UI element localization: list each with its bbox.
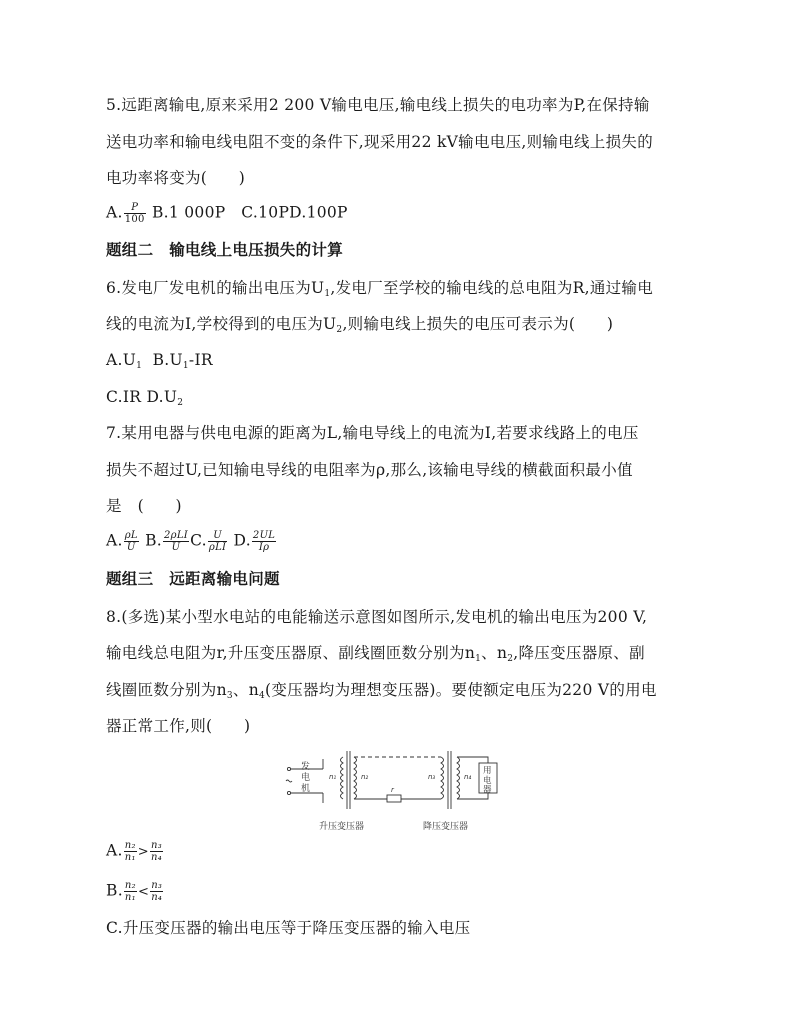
q5-option-a-fraction: [124, 202, 146, 225]
q7-option-d-denominator: Iρ: [258, 542, 270, 553]
q7-option-a-numerator: ρL: [124, 530, 138, 541]
q7-option-b-denominator: U: [171, 542, 181, 553]
q6-option-b-sub: 1: [182, 361, 189, 371]
q6-line2-text: 线的电流为I,学校得到的电压为U: [106, 315, 337, 333]
q7-option-d-fraction: [252, 530, 276, 553]
q8-option-a-label: A.: [106, 841, 123, 860]
step-down-label: 降压变压器: [423, 822, 469, 832]
q6-option-b: B.U: [152, 351, 183, 369]
q6-line1: [106, 278, 653, 304]
q8-option-b-right-fraction: [150, 880, 163, 903]
q6-option-a: A.U: [106, 351, 137, 369]
n3-label: n₃: [428, 773, 436, 781]
load-char-3: 器: [483, 785, 492, 795]
q5-options-rest: B.1 000P C.10PD.100P: [146, 203, 348, 222]
q8-option-b: [106, 880, 164, 903]
ac-symbol: [286, 780, 292, 782]
step-up-label: 升压变压器: [319, 822, 365, 832]
q7-option-a-label: A.: [106, 531, 123, 550]
q8-option-a-right-fraction: [150, 840, 163, 863]
q8-option-a: [106, 840, 164, 863]
q6-line1-text: 6.发电厂发电机的输出电压为U: [106, 279, 325, 297]
q7-option-c-numerator: U: [208, 530, 227, 542]
n4-coil: [457, 757, 460, 799]
q7-option-d-numerator: 2UL: [252, 530, 276, 541]
q8-option-b-n4: n₄: [151, 892, 163, 903]
group3-heading: 题组三 远距离输电问题: [106, 570, 280, 588]
q8-line3-sub2: 4: [259, 691, 266, 701]
r-label: r: [391, 786, 394, 794]
q8-line4: 器正常工作,则( ): [106, 717, 251, 735]
q5-line3: 电功率将变为( ): [106, 169, 246, 187]
q8-line2-sub2: 2: [507, 654, 514, 664]
group2-heading: 题组二 输电线上电压损失的计算: [106, 241, 344, 259]
q8-line2-sub1: 1: [475, 654, 482, 664]
q8-option-b-label: B.: [106, 881, 123, 900]
step-down-core: [448, 751, 451, 809]
q6-option-b-end: -IR: [188, 351, 213, 369]
q6-line2-sub: 2: [336, 325, 343, 335]
n2-label: n₂: [361, 773, 369, 781]
q8-line2: [106, 643, 645, 669]
q8-option-b-left-fraction: [124, 880, 137, 903]
n2-coil: [354, 757, 357, 799]
q7-option-a-fraction: [124, 530, 139, 553]
q8-option-b-n1: n₁: [124, 892, 136, 903]
q6-option-a-sub: 1: [136, 361, 143, 371]
q6-line1-end: ,发电厂至学校的输电线的总电阻为R,通过输电: [330, 279, 654, 297]
q5-option-a-denominator: 100: [124, 214, 145, 225]
q5-line2: 送电功率和输电线电阻不变的条件下,现采用22 kV输电电压,则输电线上损失的: [106, 133, 653, 151]
q8-option-a-n2: n₂: [124, 840, 136, 851]
q7-options: [106, 530, 277, 553]
q7-option-b-label: B.: [145, 531, 163, 550]
q6-option-d-sub: 2: [177, 398, 184, 408]
q8-line2-c: ,降压变压器原、副: [513, 644, 645, 662]
q8-option-a-operator: >: [137, 844, 149, 860]
q6-options-cd: [106, 387, 183, 413]
q8-line2-a: 输电线总电阻为r,升压变压器原、副线圈匝数分别为n: [106, 644, 476, 662]
q8-option-b-operator: <: [137, 884, 150, 900]
q8-option-a-left-fraction: [124, 840, 137, 863]
q8-line3-a: 线圈匝数分别为n: [106, 681, 227, 699]
q6-line2: [106, 314, 613, 340]
q7-option-a-denominator: U: [126, 542, 136, 553]
load-char-1: 用: [483, 766, 492, 776]
q8-option-a-n1: n₁: [124, 852, 136, 863]
q8-line3-sub1: 3: [226, 691, 233, 701]
load-char-2: 电: [483, 776, 492, 786]
q5-line1: 5.远距离输电,原来采用2 200 V输电电压,输电线上损失的电功率为P,在保持输: [106, 96, 650, 114]
step-up-core: [347, 751, 350, 809]
q8-option-b-n3: n₃: [151, 880, 163, 891]
q6-line2-end: ,则输电线上损失的电压可表示为( ): [342, 315, 614, 333]
q8-line2-b: 、n: [481, 644, 508, 662]
generator-terminal-bottom: [287, 791, 290, 794]
q7-option-b-fraction: [163, 530, 189, 553]
q6-line1-sub: 1: [324, 289, 331, 299]
q8-option-c: C.升压变压器的输出电压等于降压变压器的输入电压: [106, 919, 471, 937]
transmission-circuit-diagram: [283, 747, 513, 837]
q7-option-c-label: C.: [190, 531, 207, 550]
q7-option-c-denominator: ρLI: [208, 542, 227, 553]
q5-option-a-label: A.: [106, 203, 123, 222]
q7-option-d-label: D.: [233, 531, 251, 550]
generator-char-1: 发: [301, 762, 311, 772]
generator-char-2: 电: [301, 773, 311, 783]
q6-options-ab: [106, 350, 213, 376]
q6-option-cd: C.IR D.U: [106, 388, 178, 406]
q7-line3: 是 ( ): [106, 497, 182, 515]
q8-option-a-n4: n₄: [151, 852, 163, 863]
q5-option-a-numerator: P: [124, 202, 146, 214]
q8-option-a-n3: n₃: [151, 840, 163, 851]
q7-line1: 7.某用电器与供电电源的距离为L,输电导线上的电流为I,若要求线路上的电压: [106, 424, 639, 442]
n1-label: n₁: [329, 773, 337, 781]
generator-char-3: 机: [301, 784, 311, 794]
q7-option-c-fraction: [208, 530, 227, 553]
n4-label: n₄: [464, 773, 472, 781]
q8-line1: 8.(多选)某小型水电站的电能输送示意图如图所示,发电机的输出电压为200 V,: [106, 608, 648, 626]
q8-line3-c: (变压器均为理想变压器)。要使额定电压为220 V的用电: [265, 681, 657, 699]
generator-terminal-top: [287, 767, 290, 770]
q8-line3: [106, 680, 657, 706]
q8-line3-b: 、n: [232, 681, 260, 699]
q7-option-b-numerator: 2ρLI: [164, 530, 189, 541]
n3-coil: [441, 757, 444, 799]
n1-coil: [341, 757, 344, 799]
q7-line2: 损失不超过U,已知输电导线的电阻率为ρ,那么,该输电导线的横截面积最小值: [106, 461, 633, 479]
q5-options: [106, 202, 348, 225]
line-resistor: [387, 795, 401, 802]
q8-option-b-n2: n₂: [124, 880, 136, 891]
